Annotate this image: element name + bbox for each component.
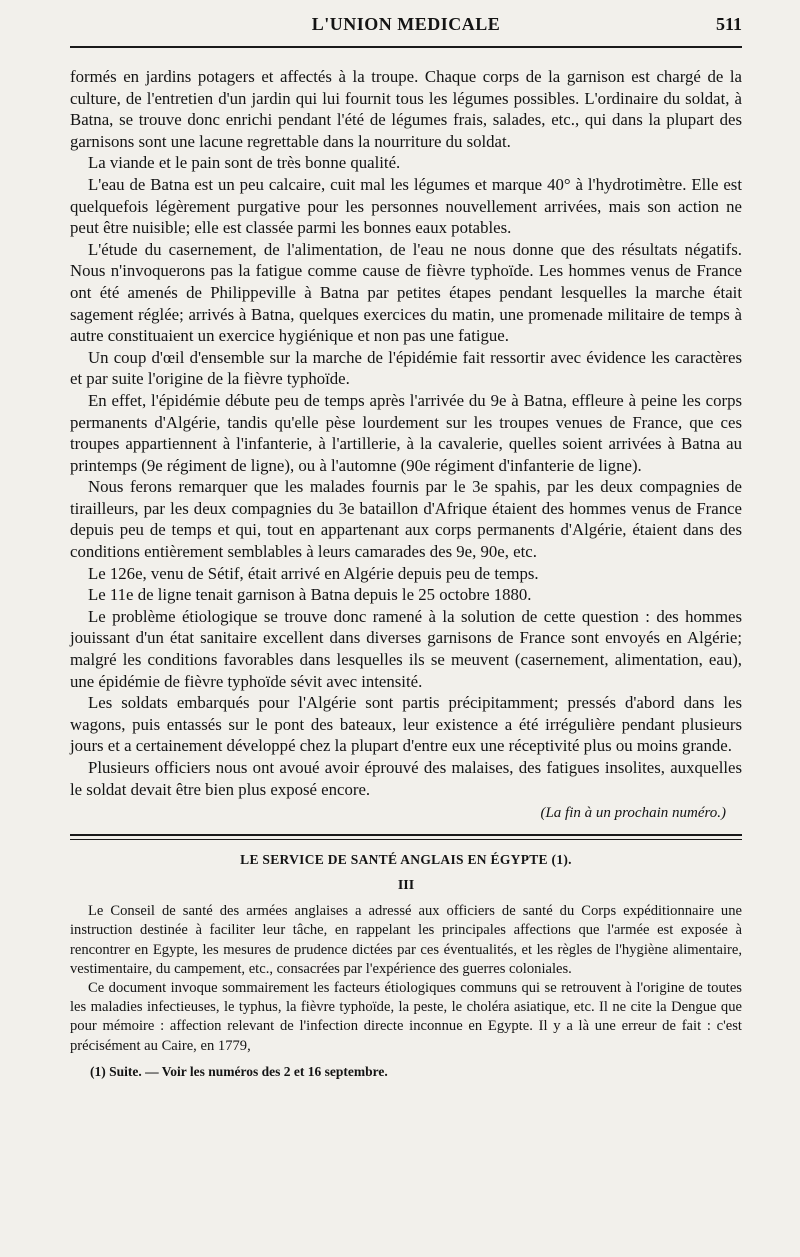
article-body	[70, 66, 742, 824]
paragraph: Ce document invoque sommairement les facteurs étiologiques communs qui se retrouvent à l'origine de toutes les maladies infectieuses, le typhus, la fièvre typhoïde, la peste, le choléra asiatique, etc. Il ne cite la Dengue que pour mémoire : affection relevant de l'infection directe inconnue en Egypte. Il y a là une erreur de fait : c'est précisément au Caire, en 1779,	[70, 980, 742, 1054]
paragraph: formés en jardins potagers et affectés à la troupe. Chaque corps de la garnison est chargé de la culture, de l'entretien d'un jardin qui lui fournit tous les légumes possibles. L'ordinaire du soldat, à Batna, se trouve donc enrichi pendant l'été de légumes frais, salades, etc., qui dans la plupart des garnisons sont une lacune regrettable dans la nourriture du soldat.	[70, 67, 742, 151]
page-number: 511	[715, 14, 742, 34]
section-title: LE SERVICE DE SANTÉ ANGLAIS EN ÉGYPTE (1).	[240, 852, 572, 868]
paragraph: Le 126e, venu de Sétif, était arrivé en Algérie depuis peu de temps.	[88, 563, 539, 583]
paragraph: Nous ferons remarquer que les malades fournis par le 3e spahis, par les deux compagnies de tirailleurs, par les deux compagnies du 3e bataillon d'Afrique étaient des hommes venus de France depuis peu de temps et qui, tout en appartenant aux corps permanents d'Algérie, étaient dans des conditions entièrement semblables à leurs camarades des 9e, 90e, etc.	[70, 477, 742, 562]
paragraph: L'étude du casernement, de l'alimentation, de l'eau ne nous donne que des résultats négatifs. Nous n'invoquerons pas la fatigue comme cause de fièvre typhoïde. Les hommes venus de France ont été amenés de Philippeville à Batna par petites étapes pendant lesquelles la marche était sagement réglée; arrivés à Batna, quelques exercices du matin, une promenade militaire de temps à autre constituaient un exercice hygiénique et non pas une fatigue.	[70, 239, 742, 346]
paragraph: En effet, l'épidémie débute peu de temps après l'arrivée du 9e à Batna, effleure à peine les corps permanents d'Algérie, tandis qu'elle pèse lourdement sur les troupes venues de France, que ces troupes appartiennent à l'infanterie, à l'artillerie, à la cavalerie, quelles soient arrivées à Batna au printemps (9e régiment de ligne), ou à l'automne (90e régiment d'infanterie de ligne).	[70, 390, 742, 475]
section-number: III	[397, 878, 415, 894]
paragraph: Les soldats embarqués pour l'Algérie sont partis précipitamment; pressés d'abord dans les wagons, puis entassés sur le pont des bateaux, leur existence a été irrégulière pendant plusieurs jours et a certainement développé chez la plupart d'entre eux une réceptivité plus ou moins grande.	[70, 693, 742, 756]
article-body-2	[70, 902, 742, 1056]
section-divider	[70, 834, 742, 840]
footnote: (1) Suite. — Voir les numéros des 2 et 16 septembre.	[90, 1063, 388, 1079]
paragraph: La viande et le pain sont de très bonne qualité.	[88, 153, 401, 173]
paragraph: L'eau de Batna est un peu calcaire, cuit mal les légumes et marque 40° à l'hydrotimètre. Elle est quelquefois légèrement purgative pour les personnes nouvellement arrivées, mais son action ne peut être nuisible; elle est classée parmi les bonnes eaux potables.	[70, 174, 742, 238]
continuation-note: (La fin à un prochain numéro.)	[540, 805, 726, 822]
paragraph: Plusieurs officiers nous ont avoué avoir éprouvé des malaises, des fatigues insolites, auxquelles le soldat devait être bien plus exposé encore.	[70, 758, 742, 799]
page-header	[70, 0, 742, 48]
paragraph: Le Conseil de santé des armées anglaises a adressé aux officiers de santé du Corps expéditionnaire une instruction destinée à faciliter leur tâche, en rappelant les principales affections que l'armée est exposée à rencontrer en Egypte, les mesures de prudence dictées par ces éventualités, et les règles de l'hygiène alimentaire, vestimentaire, du campement, etc., consacrées par l'expérience des guerres coloniales.	[70, 903, 742, 977]
journal-title: L'UNION MEDICALE	[311, 14, 501, 34]
paragraph: Le problème étiologique se trouve donc ramené à la solution de cette question : des hommes jouissant d'un état sanitaire excellent dans diverses garnisons de France sont envoyés en Algérie; malgré les conditions favorables dans lesquelles ils se meuvent (casernement, alimentation, eau), une épidémie de fièvre typhoïde sévit avec intensité.	[70, 606, 742, 691]
paragraph: Un coup d'œil d'ensemble sur la marche de l'épidémie fait ressortir avec évidence les caractères et par suite l'origine de la fièvre typhoïde.	[70, 347, 742, 389]
paragraph: Le 11e de ligne tenait garnison à Batna depuis le 25 octobre 1880.	[88, 585, 532, 605]
